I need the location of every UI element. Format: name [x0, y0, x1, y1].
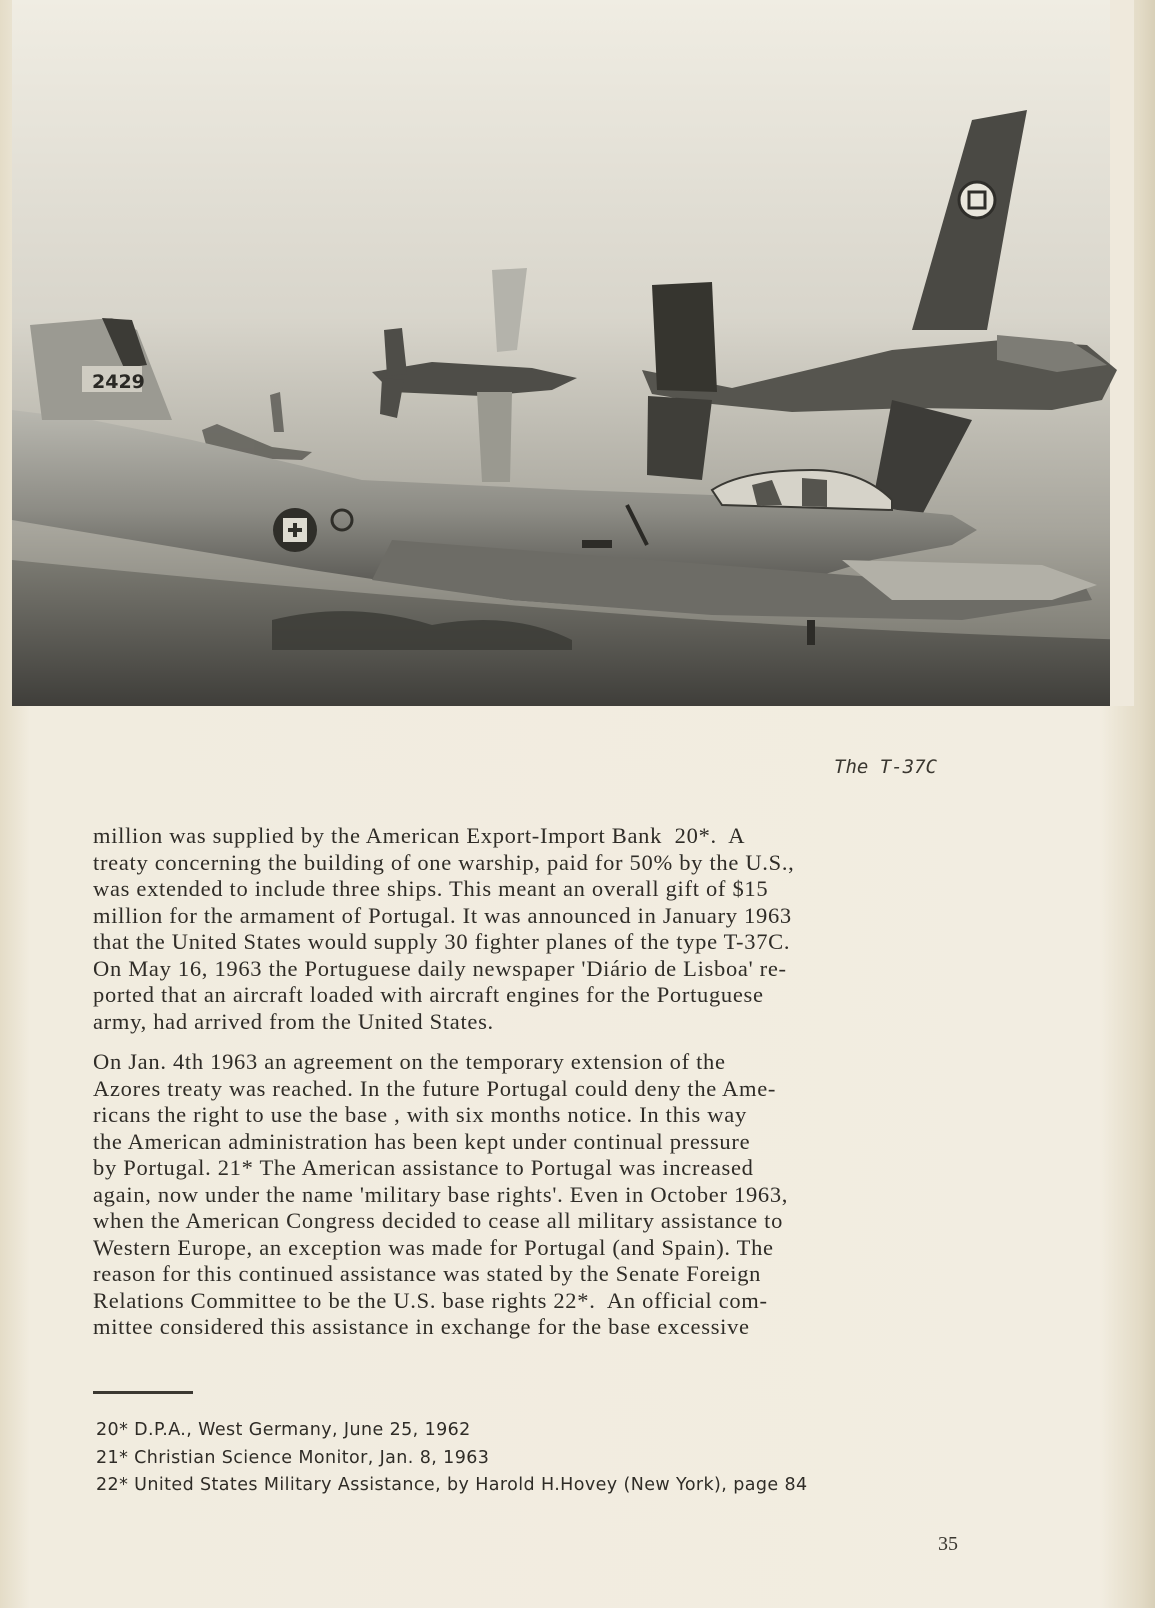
- footnote-21: 21* Christian Science Monitor, Jan. 8, 1963: [96, 1447, 490, 1468]
- tail-number: 2429: [92, 371, 145, 393]
- footnotes: [96, 1417, 808, 1500]
- paragraph-2: [93, 1049, 1013, 1341]
- text-line: million was supplied by the American Export-Import Bank 20*. A: [93, 823, 746, 848]
- text-line: that the United States would supply 30 fighter planes of the type T-37C.: [93, 929, 791, 954]
- footnote-20: 20* D.P.A., West Germany, June 25, 1962: [96, 1420, 471, 1440]
- text-line: million for the armament of Portugal. It was announced in January 1963: [93, 902, 792, 928]
- text-line: Relations Committee to be the U.S. base rights 22*. An official com-: [93, 1287, 768, 1313]
- text-line: was extended to include three ships. This meant an overall gift of $15: [93, 876, 769, 901]
- text-line: by Portugal. 21* The American assistance to Portugal was increased: [93, 1155, 754, 1180]
- t37c-formation-image: [12, 0, 1134, 706]
- body-text: [93, 823, 1013, 1341]
- text-line: the American administration has been kept under continual pressure: [93, 1128, 751, 1154]
- text-line: when the American Congress decided to cease all military assistance to: [93, 1208, 784, 1233]
- text-line: ricans the right to use the base , with six months notice. In this way: [93, 1102, 747, 1127]
- paragraph-1: [93, 823, 1013, 1035]
- text-line: treaty concerning the building of one warship, paid for 50% by the U.S.,: [93, 849, 795, 875]
- footnote-divider: [93, 1391, 193, 1394]
- aircraft-photo: [12, 0, 1134, 706]
- text-line: On May 16, 1963 the Portuguese daily newspaper 'Diário de Lisboa' re-: [93, 955, 787, 981]
- page-number: 35: [938, 1533, 958, 1555]
- text-line: reason for this continued assistance was stated by the Senate Foreign: [93, 1261, 762, 1286]
- text-line: mittee considered this assistance in exchange for the base excessive: [93, 1314, 750, 1339]
- text-line: Western Europe, an exception was made for Portugal (and Spain). The: [93, 1234, 774, 1260]
- text-line: On Jan. 4th 1963 an agreement on the temporary extension of the: [93, 1049, 726, 1074]
- text-line: army, had arrived from the United States.: [93, 1008, 494, 1034]
- text-line: Azores treaty was reached. In the future Portugal could deny the Ame-: [93, 1075, 777, 1101]
- text-line: ported that an aircraft loaded with aircraft engines for the Portuguese: [93, 982, 764, 1007]
- text-line: again, now under the name 'military base rights'. Even in October 1963,: [93, 1181, 789, 1207]
- footnote-22: 22* United States Military Assistance, by Harold H.Hovey (New York), page 84: [96, 1475, 808, 1495]
- photo-caption: The T-37C: [834, 756, 937, 778]
